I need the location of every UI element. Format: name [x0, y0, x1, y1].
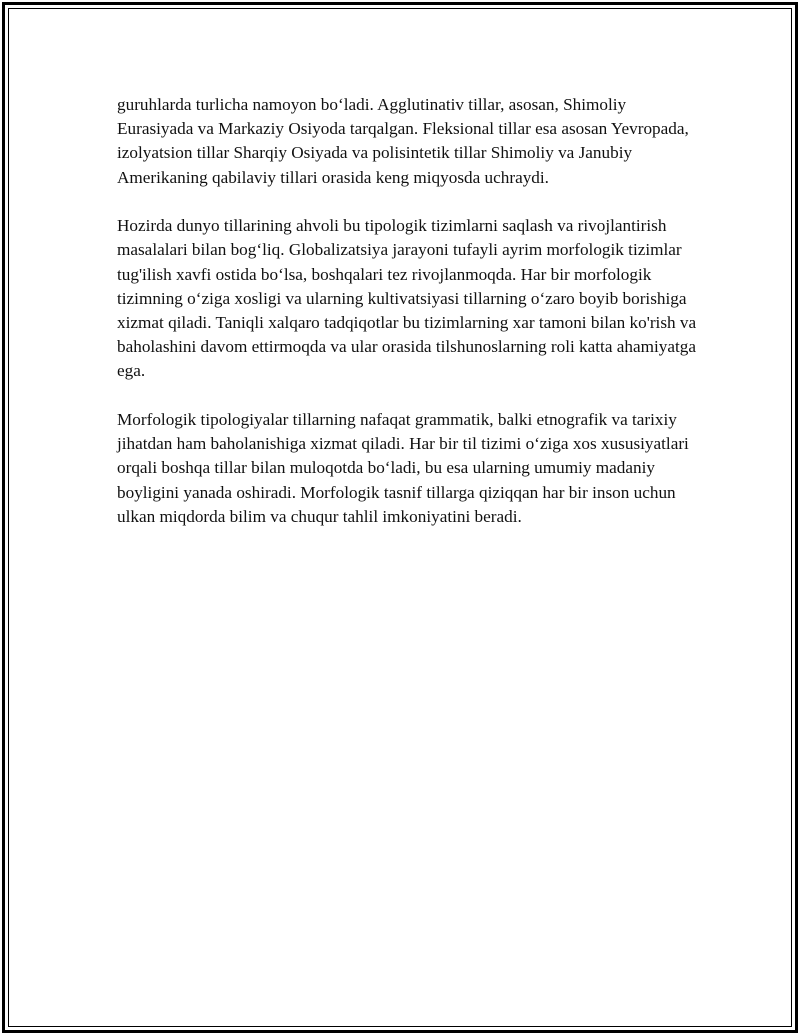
paragraph-1: guruhlarda turlicha namoyon bo‘ladi. Agglutinativ tillar, asosan, Shimoliy Eurasiyada va Markaziy Osiyoda tarqalgan. Fleksional tillar esa asosan Yevropada, izolyatsion tillar Sharqiy Osiyada va polisintetik tillar Shimoliy va Janubiy Amerikaning qabilaviy tillari orasida keng miqyosda uchraydi. [117, 95, 689, 187]
paragraph-2: Hozirda dunyo tillarining ahvoli bu tipologik tizimlarni saqlash va rivojlantirish masalalari bilan bog‘liq. Globalizatsiya jarayoni tufayli ayrim morfologik tizimlar tug'ilish xavfi ostida bo‘lsa, boshqalari tez rivojlanmoqda. Har bir morfologik tizimning o‘ziga xosligi va ularning kultivatsiyasi tillarning o‘zaro boyib borishiga xizmat qiladi. Taniqli xalqaro tadqiqotlar bu tizimlarning xar tamoni bilan ko'rish va baholashini davom ettirmoqda va ular orasida tilshunoslarning roli katta ahamiyatga ega. [117, 216, 697, 381]
paragraph-3: Morfologik tipologiyalar tillarning nafaqat grammatik, balki etnografik va tarixiy jihatdan ham baholanishiga xizmat qiladi. Har bir til tizimi o‘ziga xos xususiyatlari orqali boshqa tillar bilan muloqotda bo‘ladi, bu esa ularning umumiy madaniy boyligini yanada oshiradi. Morfologik tasnif tillarga qiziqqan har bir inson uchun ulkan miqdorda bilim va chuqur tahlil imkoniyatini beradi. [117, 410, 689, 526]
document-body [117, 93, 697, 553]
